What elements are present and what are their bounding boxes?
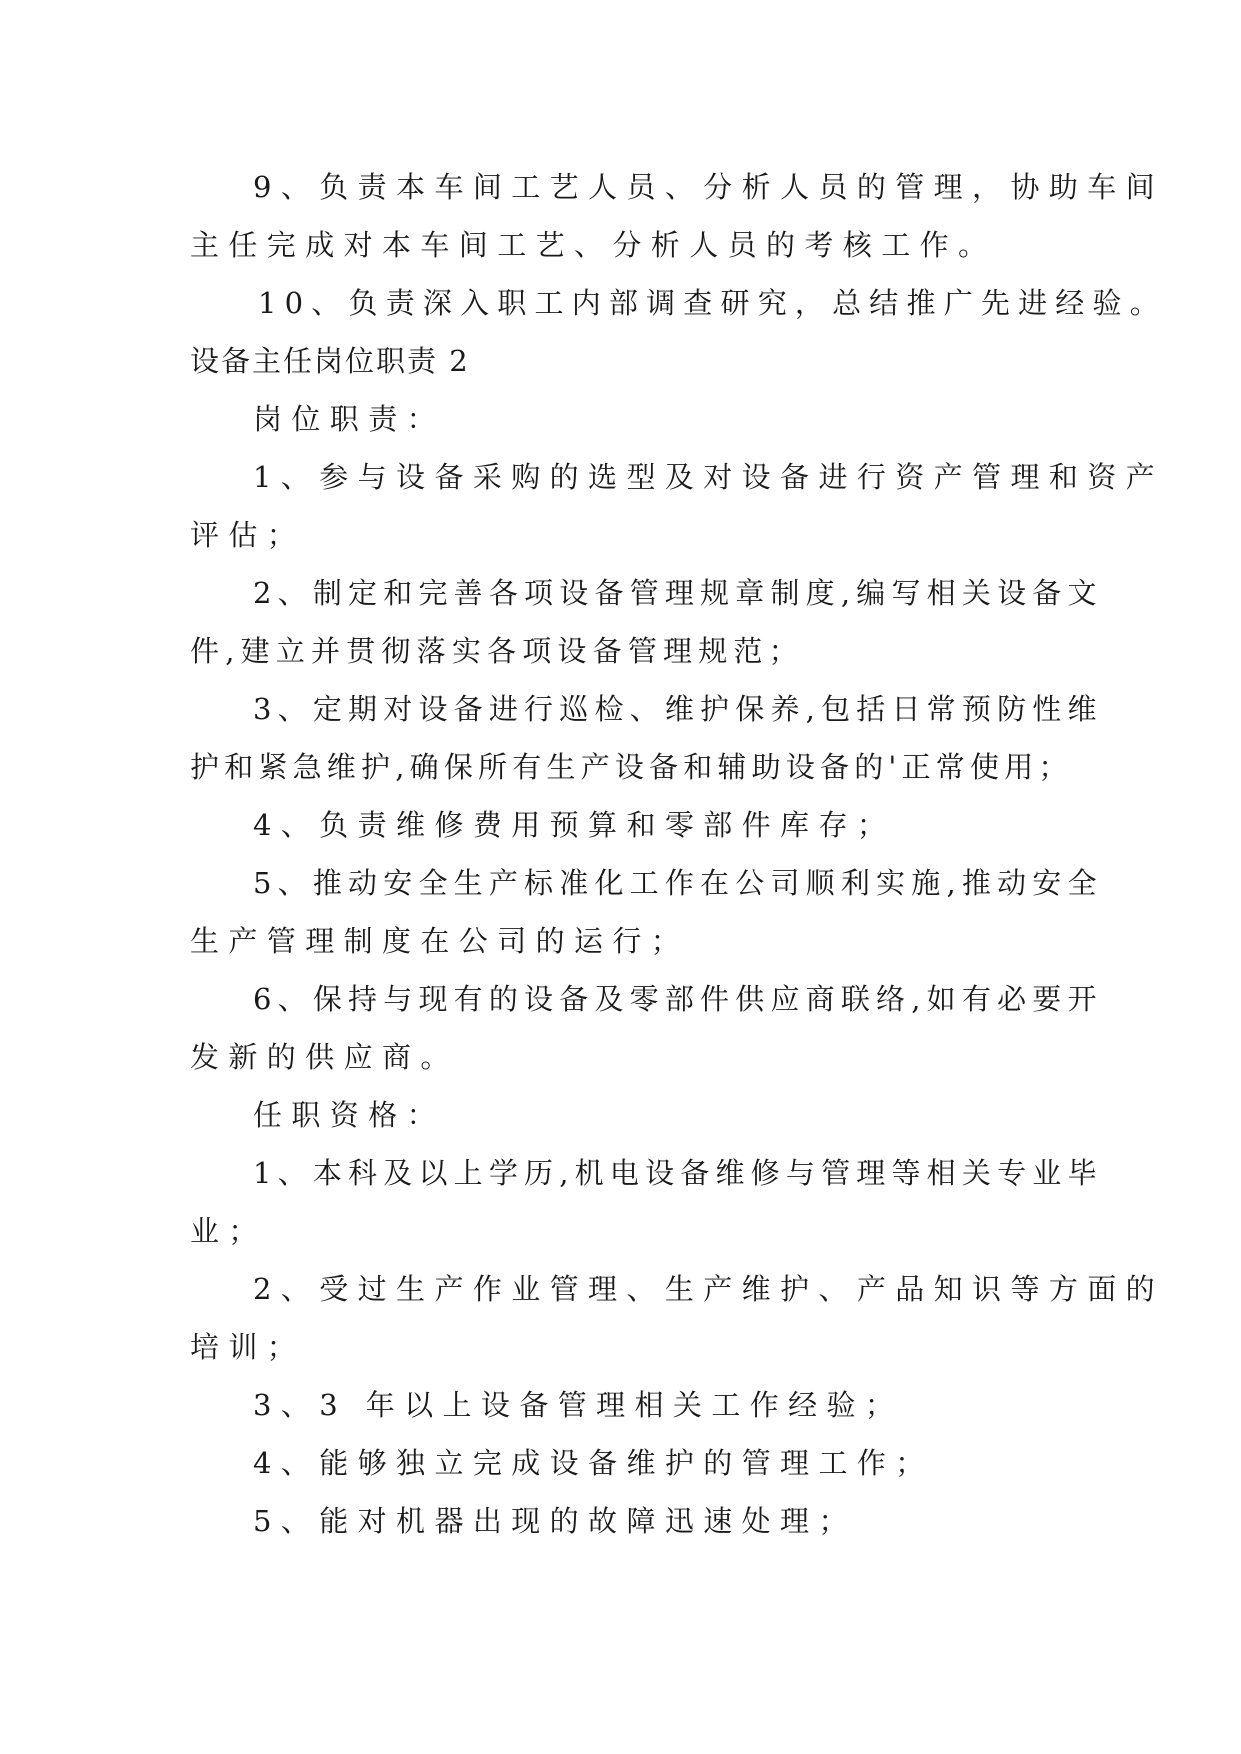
- duty-6-line-1: 6、保持与现有的设备及零部件供应商联络,如有必要开: [253, 982, 1103, 1016]
- duty-3-line-2: 护和紧急维护,确保所有生产设备和辅助设备的'正常使用；: [190, 750, 1073, 784]
- qualification-4: 4、能够独立完成设备维护的管理工作；: [253, 1446, 934, 1480]
- qualification-1-line-1: 1、本科及以上学历,机电设备维修与管理等相关专业毕: [253, 1156, 1103, 1190]
- duty-4: 4、负责维修费用预算和零部件库存；: [253, 808, 896, 842]
- qualification-3: 3、3 年以上设备管理相关工作经验；: [253, 1388, 904, 1422]
- paragraph-item-10: 10、负责深入职工内部调查研究，总结推广先进经验。: [258, 286, 1167, 320]
- duty-2-line-2: 件,建立并贯彻落实各项设备管理规范；: [190, 634, 804, 668]
- qualification-2-line-2: 培训；: [190, 1330, 306, 1364]
- qualifications-heading: 任职资格：: [253, 1098, 446, 1132]
- duty-1-line-2: 评估；: [190, 518, 306, 552]
- section-heading: 设备主任岗位职责 2: [190, 344, 470, 378]
- paragraph-item-9-line-2: 主任完成对本车间工艺、分析人员的考核工作。: [190, 228, 997, 262]
- duty-1-line-1: 1、参与设备采购的选型及对设备进行资产管理和资产: [253, 460, 1165, 494]
- duty-6-line-2: 发新的供应商。: [190, 1040, 459, 1074]
- duty-5-line-2: 生产管理制度在公司的运行；: [190, 924, 690, 958]
- duty-2-line-1: 2、制定和完善各项设备管理规章制度,编写相关设备文: [253, 576, 1103, 610]
- duty-5-line-1: 5、推动安全生产标准化工作在公司顺利实施,推动安全: [253, 866, 1103, 900]
- duty-3-line-1: 3、定期对设备进行巡检、维护保养,包括日常预防性维: [253, 692, 1103, 726]
- qualification-5: 5、能对机器出现的故障迅速处理；: [253, 1504, 857, 1538]
- paragraph-item-9-line-1: 9、负责本车间工艺人员、分析人员的管理，协助车间: [253, 170, 1165, 204]
- duties-heading: 岗位职责：: [253, 402, 446, 436]
- qualification-2-line-1: 2、受过生产作业管理、生产维护、产品知识等方面的: [253, 1272, 1165, 1306]
- qualification-1-line-2: 业；: [190, 1214, 267, 1248]
